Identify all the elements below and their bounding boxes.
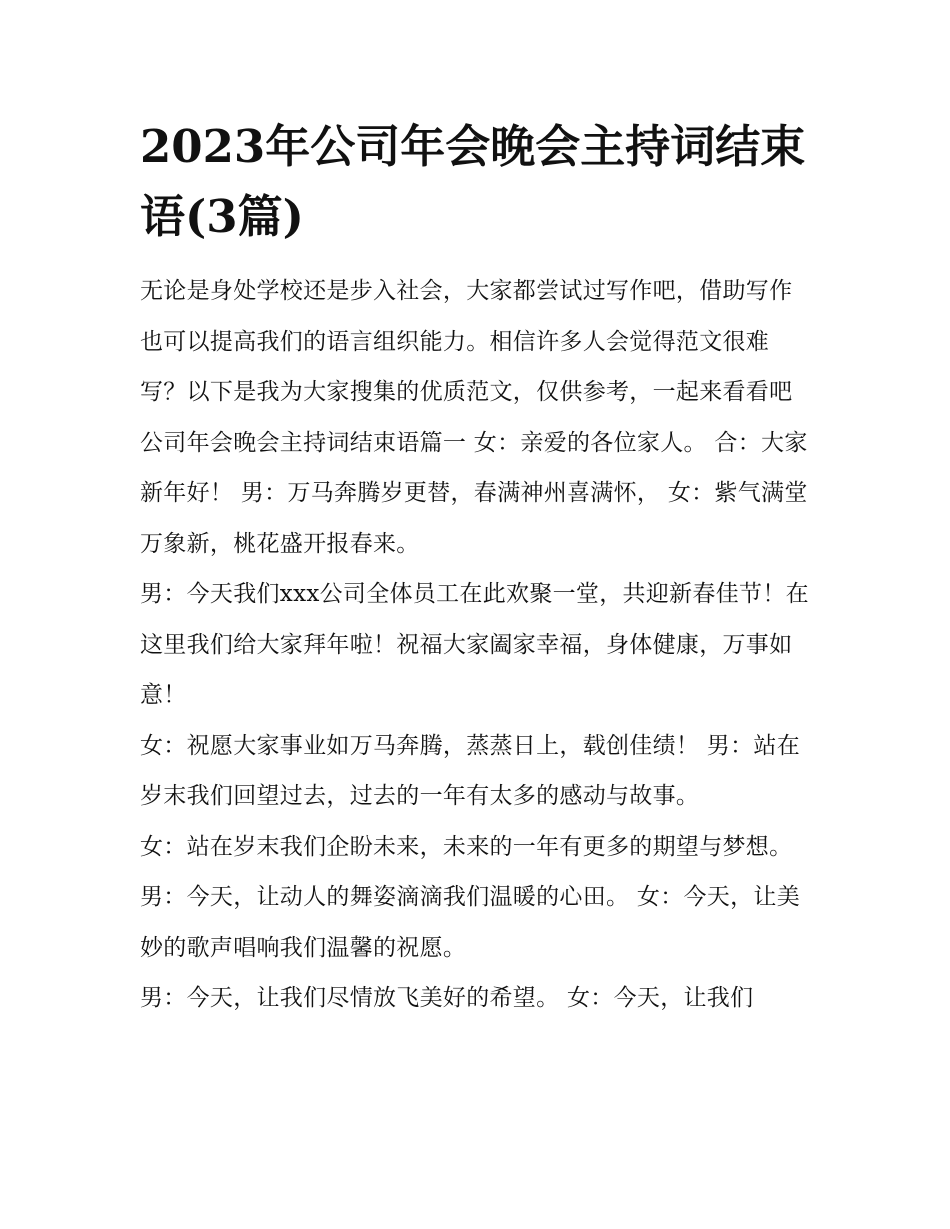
document-title: 2023年公司年会晚会主持词结束语(3篇) [140,120,806,243]
paragraph-part-one-opening: 公司年会晚会主持词结束语篇一 女：亲爱的各位家人。 合：大家新年好！ 男：万马奔腾岁更替，春满神州喜满怀， 女：紫气满堂万象新，桃花盛开报春来。 [140,429,808,557]
paragraph-female-wishes: 女：祝愿大家事业如万马奔腾，蒸蒸日上，载创佳绩！ 男：站在岁末我们回望过去，过去的一年有太多的感动与故事。 [140,732,801,809]
paragraph-future-hopes: 女：站在岁末我们企盼未来，未来的一年有更多的期望与梦想。 男：今天，让动人的舞姿滴滴我们温暖的心田。 女：今天，让美妙的歌声唱响我们温馨的祝愿。 [140,833,801,961]
paragraph-closing-partial: 男：今天，让我们尽情放飞美好的希望。 女：今天，让我们 [140,985,754,1011]
paragraph-intro: 无论是身处学校还是步入社会，大家都尝试过写作吧，借助写作也可以提高我们的语言组织能力。相信许多人会觉得范文很难写？以下是我为大家搜集的优质范文，仅供参考，一起来看看吧 [140,278,793,405]
paragraph-male-greeting: 男：今天我们xxx公司全体员工在此欢聚一堂，共迎新春佳节！在这里我们给大家拜年啦！祝福大家阖家幸福，身体健康，万事如意！ [140,581,809,708]
document-body [140,112,810,1024]
